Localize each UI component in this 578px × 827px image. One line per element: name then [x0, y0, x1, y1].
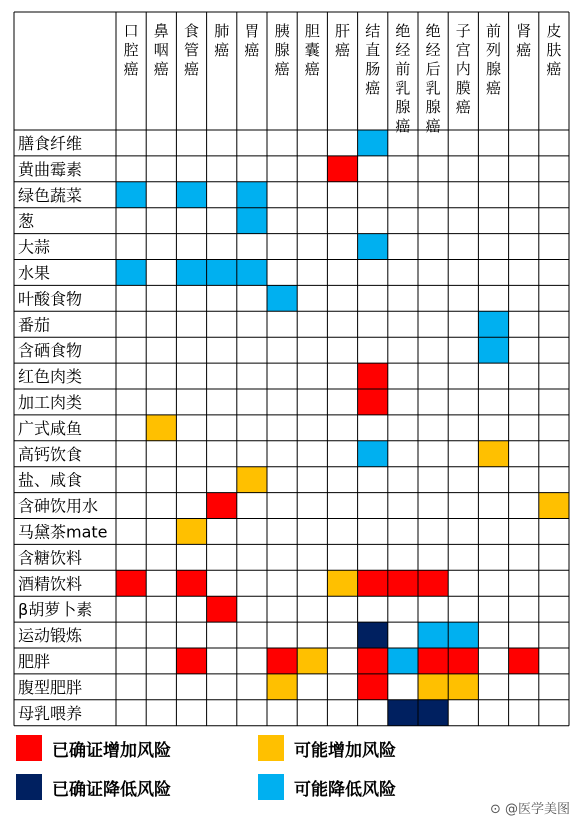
heatmap-cell [418, 648, 448, 674]
row-label: 盐、咸食 [18, 470, 83, 490]
heatmap-cell [478, 337, 508, 363]
column-header: 口腔癌 [123, 22, 139, 78]
row-label: 马黛茶mate [18, 522, 108, 542]
column-header: 结直肠癌 [365, 22, 381, 97]
heatmap-cell [116, 260, 146, 286]
legend-item-confirmed-increase [16, 735, 171, 761]
heatmap-cell [267, 285, 297, 311]
heatmap-cell [267, 674, 297, 700]
heatmap-cell [358, 363, 388, 389]
row-label: 酒精饮料 [18, 574, 83, 594]
heatmap-cell [358, 234, 388, 260]
heatmap-cell [327, 156, 357, 182]
column-header: 子宫内膜癌 [455, 22, 471, 116]
row-label: 番茄 [18, 315, 51, 335]
row-label: 加工肉类 [18, 392, 83, 412]
heatmap-cell [388, 648, 418, 674]
legend-label: 已确证降低风险 [52, 779, 171, 800]
heatmap-cell [237, 182, 267, 208]
heatmap-cell [116, 182, 146, 208]
legend-item-confirmed-decrease [16, 774, 171, 800]
heatmap-cell [297, 648, 327, 674]
column-header: 食管癌 [183, 22, 200, 78]
row-label: β胡萝卜素 [18, 600, 93, 620]
column-header: 皮肤癌 [546, 22, 562, 78]
heatmap-cell [176, 648, 206, 674]
heatmap-cell [358, 130, 388, 156]
heatmap-cell [237, 467, 267, 493]
legend-swatch-orange [258, 735, 284, 761]
row-label: 水果 [18, 263, 51, 283]
legend-item-possible-increase [258, 735, 396, 761]
heatmap-cell [237, 260, 267, 286]
column-header: 前列腺癌 [485, 22, 502, 97]
row-label: 肥胖 [18, 651, 51, 671]
row-label: 大蒜 [18, 237, 51, 257]
row-label: 叶酸食物 [18, 289, 83, 309]
heatmap-cell [176, 570, 206, 596]
heatmap-cell [176, 182, 206, 208]
weibo-logo-icon: ⊙ [489, 802, 501, 817]
legend-swatch-red [16, 735, 42, 761]
heatmap-cell [358, 648, 388, 674]
legend-swatch-navy [16, 774, 42, 800]
column-header: 绝经后乳腺癌 [425, 22, 441, 135]
heatmap-cell [509, 648, 539, 674]
heatmap-cell [176, 519, 206, 545]
heatmap-cell [358, 441, 388, 467]
row-label: 含硒食物 [18, 341, 83, 361]
heatmap-cell [358, 622, 388, 648]
legend-label: 可能降低风险 [294, 779, 396, 800]
legend-swatch-blue [258, 774, 284, 800]
heatmap-cell [176, 260, 206, 286]
heatmap-cell [388, 700, 418, 726]
row-label: 运动锻炼 [18, 626, 83, 646]
legend-label: 可能增加风险 [294, 740, 396, 761]
heatmap-cell [418, 622, 448, 648]
row-label: 绿色蔬菜 [18, 185, 83, 205]
column-header: 肝癌 [334, 22, 351, 59]
heatmap-cell [418, 674, 448, 700]
heatmap-cell [358, 570, 388, 596]
heatmap-cell [448, 648, 478, 674]
row-label: 广式咸鱼 [18, 418, 83, 438]
heatmap-cell [207, 260, 237, 286]
row-label: 母乳喂养 [18, 703, 83, 723]
heatmap-cell [207, 493, 237, 519]
heatmap-cell [539, 493, 569, 519]
heatmap-cell [267, 648, 297, 674]
column-header: 鼻咽癌 [153, 22, 169, 78]
row-label: 腹型肥胖 [18, 677, 83, 697]
row-label: 高钙饮食 [18, 444, 83, 464]
row-label: 含糖饮料 [18, 548, 83, 568]
column-header: 肺癌 [214, 22, 230, 59]
heatmap-cell [448, 674, 478, 700]
heatmap-cell [207, 596, 237, 622]
row-label: 膳食纤维 [18, 133, 83, 153]
heatmap-cell [478, 311, 508, 337]
heatmap-cell [448, 622, 478, 648]
legend-item-possible-decrease [258, 774, 396, 800]
heatmap-cell [116, 570, 146, 596]
heatmap-cell [418, 700, 448, 726]
row-label: 含砷饮用水 [18, 496, 99, 516]
column-header: 肾癌 [516, 22, 532, 59]
row-label: 葱 [18, 211, 35, 231]
heatmap-cell [358, 389, 388, 415]
column-header: 绝经前乳腺癌 [395, 22, 411, 135]
legend-label: 已确证增加风险 [52, 740, 171, 761]
heatmap-cell [327, 570, 357, 596]
heatmap-cell [478, 441, 508, 467]
heatmap-cell [237, 208, 267, 234]
watermark [490, 798, 570, 817]
row-label: 红色肉类 [18, 367, 83, 387]
column-header: 胆囊癌 [304, 22, 320, 78]
heatmap-cell [146, 415, 176, 441]
heatmap-cell [358, 674, 388, 700]
heatmap-cell [388, 570, 418, 596]
watermark-text: @医学美图 [504, 802, 570, 817]
column-header: 胃癌 [244, 22, 260, 59]
heatmap-cell [418, 570, 448, 596]
column-header: 胰腺癌 [274, 22, 290, 78]
row-label: 黄曲霉素 [18, 159, 83, 179]
